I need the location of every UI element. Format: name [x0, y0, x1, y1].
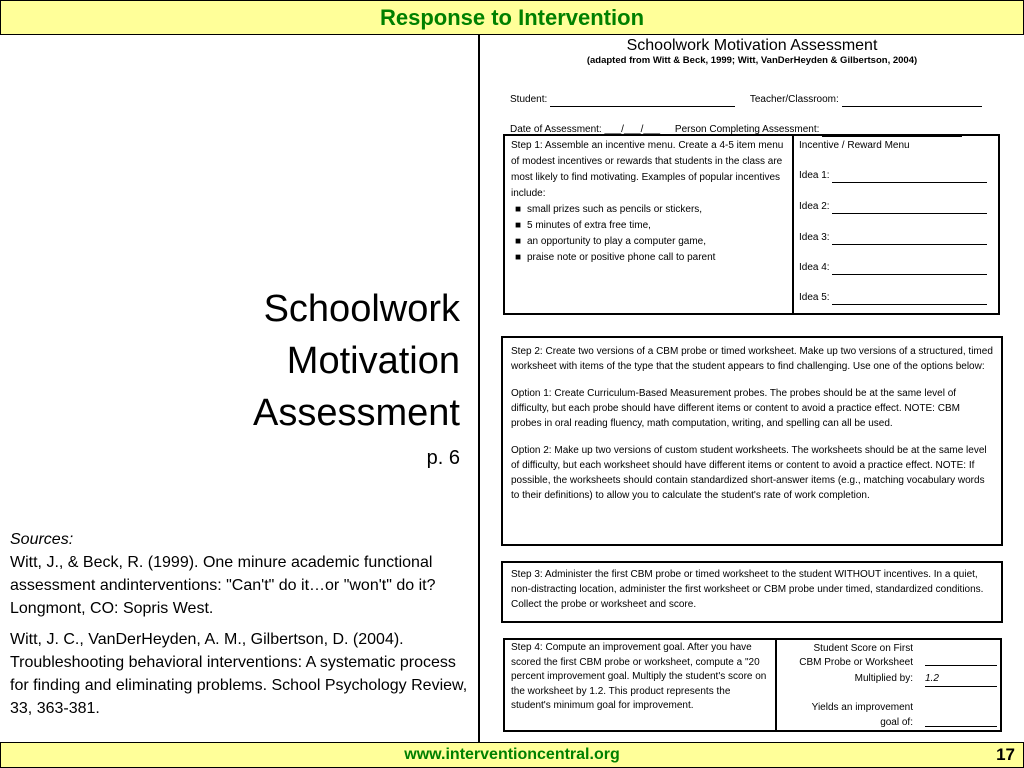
student-label: Student: — [510, 94, 548, 105]
page-reference: p. 6 — [426, 447, 460, 469]
step3-box — [501, 561, 1003, 623]
yields-label-1: Yields an improvement — [811, 702, 913, 713]
person-label: Person Completing Assessment: — [674, 124, 820, 135]
list-item: ■ 5 minutes of extra free time, — [515, 220, 651, 231]
step1-instructions — [511, 138, 791, 266]
yields-label-2: goal of: — [880, 717, 913, 728]
student-row — [510, 92, 982, 107]
student-blank — [550, 95, 735, 107]
list-item: ■ praise note or positive phone call to parent — [515, 252, 716, 263]
idea-row: Idea 3: — [799, 230, 999, 245]
slide-title-line: Assessment — [253, 392, 460, 434]
incentive-menu — [799, 138, 999, 303]
slide-title-line: Motivation — [286, 340, 460, 382]
multiplier-value: 1.2 — [925, 671, 997, 687]
step1-separator — [792, 136, 794, 313]
footer-bar — [0, 742, 1024, 768]
step3-text: Step 3: Administer the first CBM probe or timed worksheet to the student WITHOUT incentives. In a quiet, non-distracting location, administer the first worksheet or CBM probe under timed, standardized conditions. Collect the probe or worksheet and score. — [511, 569, 984, 610]
list-item: ■ small prizes such as pencils or stickers, — [515, 204, 703, 215]
form-header — [480, 38, 1024, 68]
teacher-label: Teacher/Classroom: — [749, 94, 839, 105]
source-citation-1: Witt, J., & Beck, R. (1999). One minure academic functional assessment andinterventions: "Can't" do it…or "won't" do it? Longmont, CO: Sopris West. — [10, 554, 436, 617]
step4-box — [503, 638, 1002, 732]
incentive-menu-title: Incentive / Reward Menu — [799, 140, 910, 151]
slide-title — [180, 283, 460, 439]
sources-label: Sources: — [10, 531, 74, 548]
form-subtitle: (adapted from Witt & Beck, 1999; Witt, VanDerHeyden & Gilbertson, 2004) — [586, 55, 918, 66]
score-label-1: Student Score on First — [813, 643, 913, 654]
footer-url[interactable]: www.interventioncentral.org — [404, 746, 620, 763]
step4-separator — [775, 640, 777, 730]
goal-blank — [925, 715, 997, 727]
sources-block — [10, 528, 470, 728]
date-label: Date of Assessment: — [510, 124, 602, 135]
idea-row: Idea 2: — [799, 199, 999, 214]
idea-row: Idea 1: — [799, 168, 999, 183]
list-item: ■ an opportunity to play a computer game, — [515, 236, 706, 247]
score-blank — [925, 654, 997, 666]
step1-text: Step 1: Assemble an incentive menu. Create a 4-5 item menu of modest incentives or rewards that students in the class are most likely to find motivating. Examples of popular incentives include: — [511, 140, 784, 199]
step2-option1: Option 1: Create Curriculum-Based Measurement probes. The probes should be at the same level of difficulty, but each probe should have different items or content to avoid a practice effect. NOTE: CBM probes in oral reading fluency, math computation, writing, and spelling can all be used. — [511, 388, 960, 429]
slide-number: 17 — [996, 745, 1015, 764]
step4-text: Step 4: Compute an improvement goal. After you have scored the first CBM probe or worksheet, compute a "20 percent improvement goal. Multiply the student's score on the worksheet by 1.2. This product represents the student's minimum goal for improvement. — [511, 642, 767, 711]
presentation-title: Response to Intervention — [379, 4, 645, 30]
header-bar — [0, 0, 1024, 35]
step2-option2: Option 2: Make up two versions of custom student worksheets. The worksheets should be at the same level of difficulty, but each worksheet should have different items or content to avoid a practice effect. NOTE: If possible, the worksheets should contain standardized short-answer items (e.g., matching vocabulary words to their definitions) to allow you to calculate the student's rate of work completion. — [511, 445, 987, 501]
vertical-divider — [478, 35, 480, 742]
step2-box — [501, 336, 1003, 546]
multiplied-label: Multiplied by: — [854, 673, 913, 684]
source-citation-2: Witt, J. C., VanDerHeyden, A. M., Gilbertson, D. (2004). Troubleshooting behavioral interventions: A systematic process for finding and eliminating problems. School Psychology Review, 33, 363-381. — [10, 631, 468, 717]
step2-intro: Step 2: Create two versions of a CBM probe or timed worksheet. Make up two versions of a structured, timed worksheet with items of the type that the student appears to find challenging. Use one of the options below: — [511, 346, 993, 372]
date-blank: ___/___/___ — [604, 124, 661, 135]
slide-title-line: Schoolwork — [263, 288, 460, 330]
step1-box — [503, 134, 1000, 315]
idea-row: Idea 4: — [799, 260, 999, 275]
idea-row: Idea 5: — [799, 290, 999, 305]
score-label-2: CBM Probe or Worksheet — [799, 657, 913, 668]
teacher-blank — [842, 95, 982, 107]
form-title: Schoolwork Motivation Assessment — [626, 37, 878, 54]
